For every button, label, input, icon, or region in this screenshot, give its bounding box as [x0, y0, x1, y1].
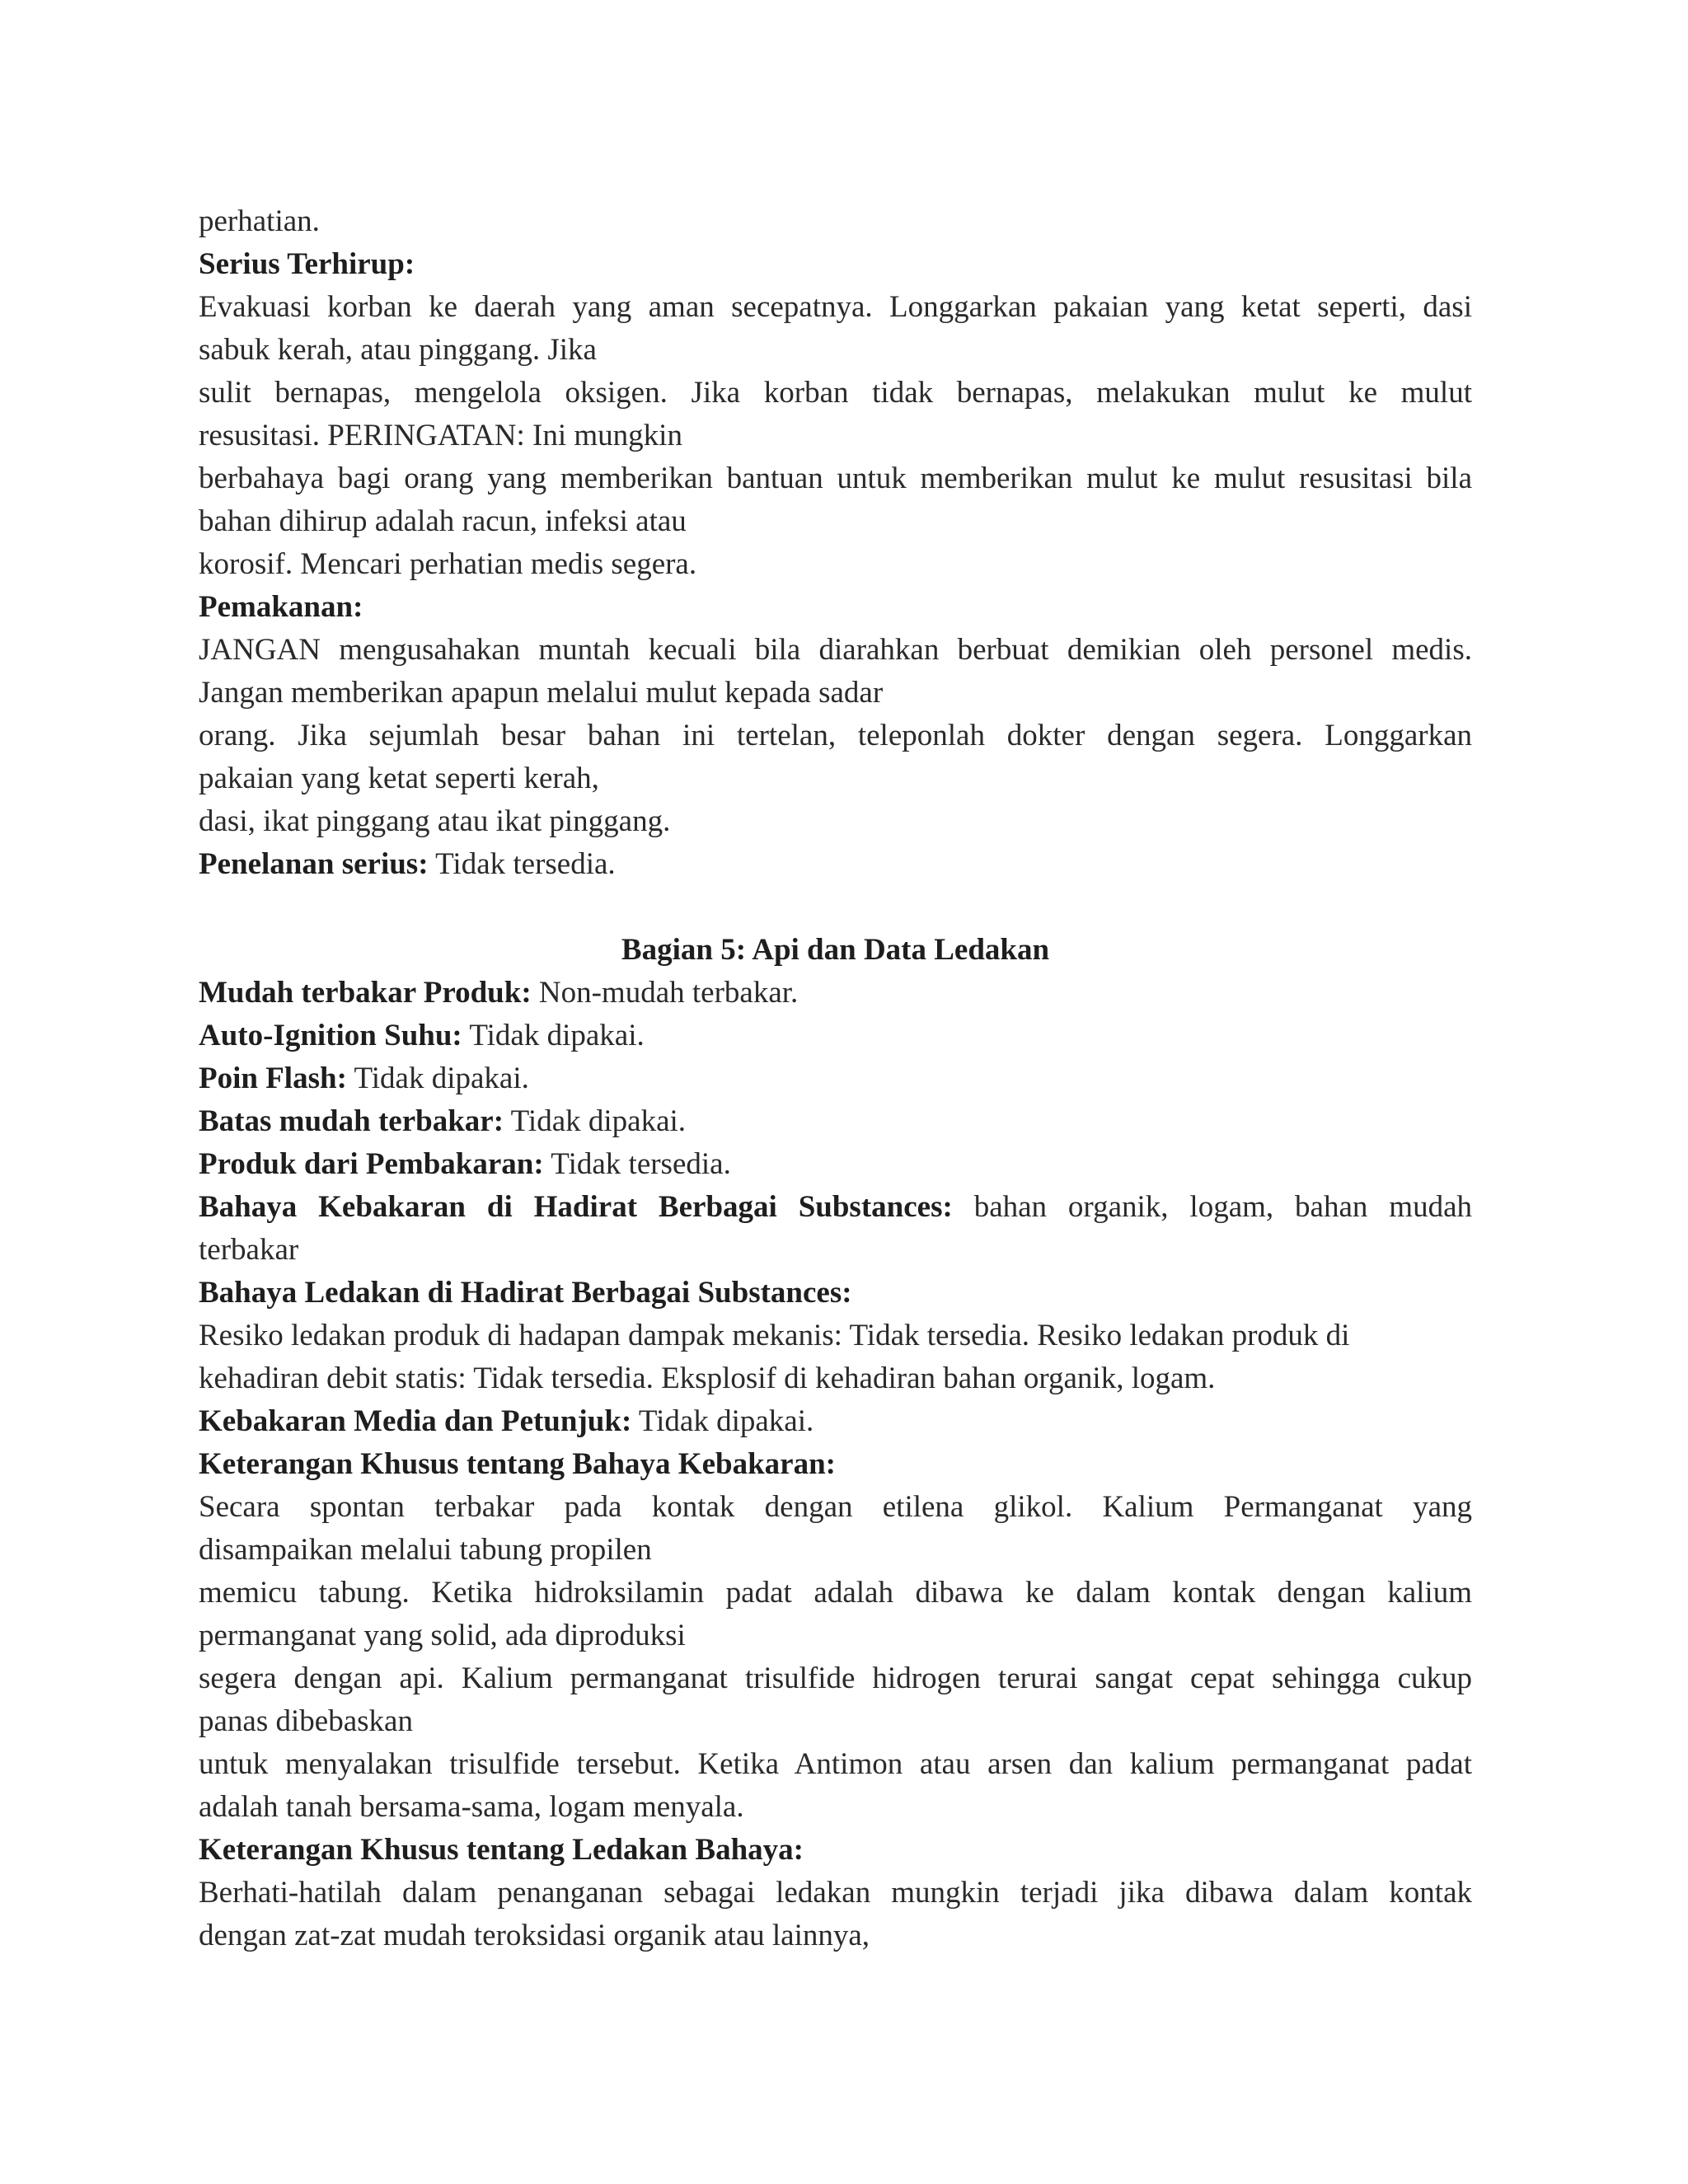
field-label: Auto-Ignition Suhu:: [199, 1019, 462, 1052]
text-line: segera dengan api. Kalium permanganat trisulfide hidrogen terurai sangat cepat sehingga cukup: [199, 1661, 1472, 1695]
text-line: sabuk kerah, atau pinggang. Jika: [199, 333, 597, 367]
field-value: Non-mudah terbakar.: [531, 976, 799, 1010]
text-line: korosif. Mencari perhatian medis segera.: [199, 547, 697, 581]
text-line: bahan dihirup adalah racun, infeksi atau: [199, 504, 687, 538]
text-line: Secara spontan terbakar pada kontak dengan etilena glikol. Kalium Permanganat yang: [199, 1490, 1472, 1524]
text-line: resusitasi. PERINGATAN: Ini mungkin: [199, 419, 682, 452]
subheading-pemakanan: Pemakanan:: [199, 590, 363, 624]
field-value: Tidak tersedia.: [543, 1147, 731, 1181]
text-line: Evakuasi korban ke daerah yang aman secepatnya. Longgarkan pakaian yang ketat seperti, dasi: [199, 290, 1472, 324]
field-line: [199, 1400, 1472, 1443]
field-line: [199, 1015, 1472, 1057]
field-label: Mudah terbakar Produk:: [199, 976, 532, 1010]
field-label: Bahaya Kebakaran di Hadirat Berbagai Substances:: [199, 1190, 953, 1224]
field-label: Batas mudah terbakar:: [199, 1104, 504, 1138]
text-line: dasi, ikat pinggang atau ikat pinggang.: [199, 804, 671, 838]
field-label: Poin Flash:: [199, 1062, 347, 1095]
subheading-explosion: Bahaya Ledakan di Hadirat Berbagai Substances:: [199, 1276, 852, 1310]
text-line: untuk menyalakan trisulfide tersebut. Ketika Antimon atau arsen dan kalium permanganat padat: [199, 1747, 1472, 1781]
text-line: berbahaya bagi orang yang memberikan bantuan untuk memberikan mulut ke mulut resusitasi bila: [199, 462, 1472, 495]
field-value: Tidak dipakai.: [631, 1404, 814, 1438]
field-label: Penelanan serius:: [199, 847, 429, 881]
subheading-fire-special: Keterangan Khusus tentang Bahaya Kebakaran:: [199, 1447, 836, 1481]
text-line: sulit bernapas, mengelola oksigen. Jika korban tidak bernapas, melakukan mulut ke mulut: [199, 376, 1472, 410]
field-label: Kebakaran Media dan Petunjuk:: [199, 1404, 632, 1438]
text-line: panas dibebaskan: [199, 1704, 413, 1738]
text-line: Berhati-hatilah dalam penanganan sebagai ledakan mungkin terjadi jika dibawa dalam kontak: [199, 1876, 1472, 1910]
subheading-serius-terhirup: Serius Terhirup:: [199, 247, 415, 281]
text-line: disampaikan melalui tabung propilen: [199, 1533, 652, 1567]
field-line: [199, 1143, 1472, 1186]
field-value: Tidak dipakai.: [462, 1019, 645, 1052]
field-line: [199, 1057, 1472, 1100]
text-line: Jangan memberikan apapun melalui mulut kepada sadar: [199, 676, 884, 710]
text-line: orang. Jika sejumlah besar bahan ini tertelan, teleponlah dokter dengan segera. Longgarkan: [199, 719, 1472, 752]
field-value: Tidak dipakai.: [504, 1104, 687, 1138]
text-line: pakaian yang ketat seperti kerah,: [199, 762, 599, 795]
text-line: terbakar: [199, 1233, 299, 1267]
text-line: kehadiran debit statis: Tidak tersedia. Eksplosif di kehadiran bahan organik, logam.: [199, 1361, 1216, 1395]
field-line: [199, 972, 1472, 1015]
text-line: adalah tanah bersama-sama, logam menyala.: [199, 1790, 744, 1824]
field-line: [199, 1100, 1472, 1143]
text-line: Resiko ledakan produk di hadapan dampak mekanis: Tidak tersedia. Resiko ledakan produk di: [199, 1319, 1350, 1352]
penelanan-serius-line: [199, 843, 1472, 886]
text-line: dengan zat-zat mudah teroksidasi organik atau lainnya,: [199, 1919, 870, 1952]
text-line: JANGAN mengusahakan muntah kecuali bila diarahkan berbuat demikian oleh personel medis.: [199, 633, 1472, 667]
section-heading: Bagian 5: Api dan Data Ledakan: [621, 933, 1050, 967]
field-line: [199, 1186, 1472, 1229]
field-value: Tidak dipakai.: [346, 1062, 529, 1095]
text-line: permanganat yang solid, ada diproduksi: [199, 1619, 686, 1652]
subheading-explosion-special: Keterangan Khusus tentang Ledakan Bahaya:: [199, 1833, 804, 1867]
field-value: Tidak tersedia.: [428, 847, 616, 881]
field-value: bahan organik, logam, bahan mudah: [952, 1190, 1472, 1224]
field-label: Produk dari Pembakaran:: [199, 1147, 544, 1181]
spacer: [199, 886, 1472, 929]
text-line: perhatian.: [199, 204, 320, 238]
text-line: memicu tabung. Ketika hidroksilamin padat adalah dibawa ke dalam kontak dengan kalium: [199, 1576, 1472, 1610]
